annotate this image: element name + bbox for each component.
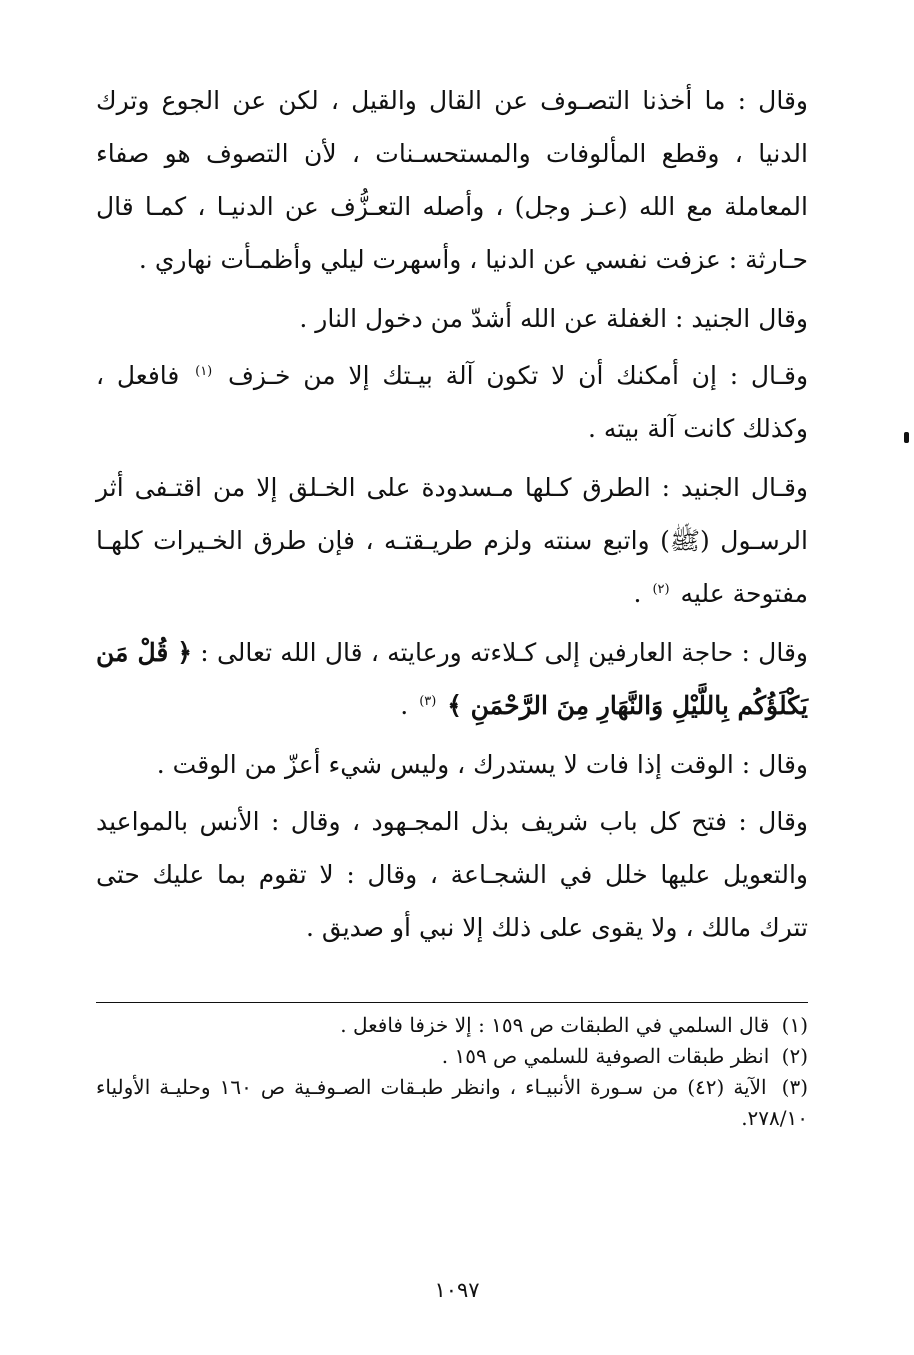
paragraph-5-text: وقال : حاجة العارفين إلى كـلاءته ورعايته ، قال الله تعالى :	[200, 638, 808, 667]
paragraph-2: وقال الجنيد : الغفلة عن الله أشدّ من دخول النار .	[299, 304, 808, 333]
paragraph-4-period: .	[633, 579, 642, 608]
footnote-marker-3[interactable]: (٣)	[419, 693, 437, 709]
paragraph-4-text: وقـال الجنيد : الطرق كـلها مـسدودة على الخـلق إلا من اقتـفى أثر الرسـول (ﷺ) واتبع سنته ولزم طريـقتـه ، فإن طرق الخـيرات كلهـا مفتوحة عليه	[96, 473, 808, 608]
footnote-marker-1[interactable]: (١)	[195, 363, 213, 379]
footnote-3	[96, 1072, 808, 1134]
paragraph-3-text-start: وقـال : إن أمكنك أن لا تكون آلة بيـتك إلا من خـزف	[228, 361, 809, 390]
paragraph-1: وقال : ما أخذنا التصـوف عن القال والقيل ، لكن عن الجوع وترك الدنيا ، وقطع المألوفات والمستحسـنات ، لأن التصوف هو صفاء المعاملة مع الله (عـز وجل) ، وأصله التعـزُّف عن الدنيـا ، كمـا قال حـارثة : عزفت نفسي عن الدنيا ، وأسهرت ليلي وأظمـأت نهاري .	[96, 86, 808, 274]
footnote-marker-2[interactable]: (٢)	[652, 581, 670, 597]
footnote-text: قال السلمي في الطبقات ص ١٥٩ : إلا خزفا فافعل .	[340, 1013, 770, 1037]
footnote-2	[96, 1041, 808, 1072]
footnote-divider	[96, 1002, 808, 1003]
paragraph-3-text-end: فافعل ، وكذلك كانت آلة بيته .	[96, 361, 808, 443]
footnotes	[96, 1010, 808, 1134]
paragraph-4	[96, 461, 808, 620]
quran-verse: ﴿ قُلْ مَن يَكْلَؤُكُم بِاللَّيْلِ وَالنَّهَارِ مِنَ الرَّحْمَنِ ﴾	[96, 638, 808, 720]
page-body	[96, 74, 809, 1130]
margin-mark	[904, 432, 909, 443]
paragraph-5-period: .	[400, 691, 409, 720]
footnote-1	[96, 1010, 808, 1041]
footnote-number: (١)	[781, 1013, 808, 1037]
paragraph-3	[96, 349, 808, 455]
paragraph-7: وقال : فتح كل باب شريف بذل المجـهود ، وقال : الأنس بالمواعيد والتعويل عليها خلل في الشجـاعة ، وقال : لا تقوم بما عليك حتى تترك مالك ، ولا يقوى على ذلك إلا نبي أو صديق .	[96, 807, 808, 942]
paragraph-5	[96, 626, 808, 732]
footnote-text: الآية (٤٢) من سـورة الأنبيـاء ، وانظر طبـقات الصـوفـية ص ١٦٠ وحليـة الأولياء ٢٧٨/١٠.	[96, 1075, 808, 1130]
footnote-text: انظر طبقات الصوفية للسلمي ص ١٥٩ .	[441, 1044, 770, 1068]
footnote-number: (٣)	[781, 1075, 809, 1099]
page-number: ١٠٩٧	[434, 1278, 480, 1302]
paragraph-6: وقال : الوقت إذا فات لا يستدرك ، وليس شيء أعزّ من الوقت .	[156, 750, 808, 779]
footnote-number: (٢)	[781, 1044, 808, 1068]
